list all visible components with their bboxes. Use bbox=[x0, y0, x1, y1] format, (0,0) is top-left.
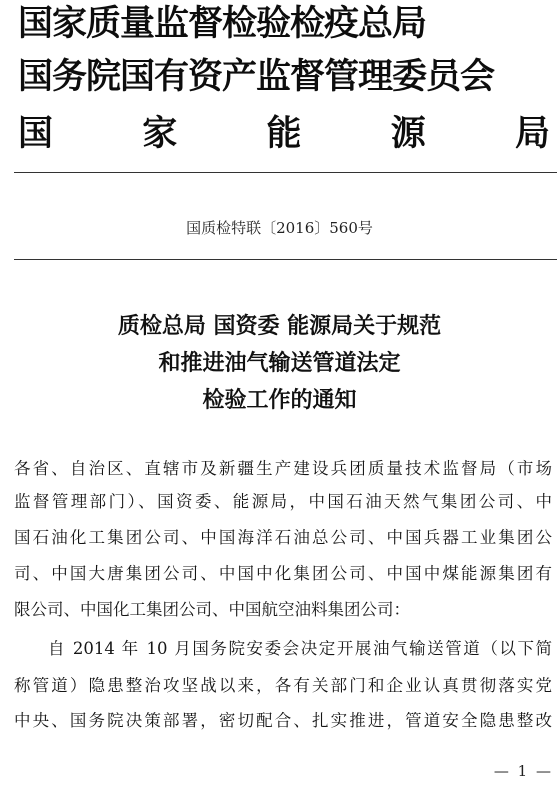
body-paragraph-line: 自 2014 年 10 月国务院安委会决定开展油气输送管道（以下简 bbox=[48, 639, 552, 658]
issuer-char: 国 bbox=[18, 113, 54, 154]
body-paragraph-line: 中央、国务院决策部署，密切配合、扎实推进，管道安全隐患整改 bbox=[14, 711, 552, 730]
header-divider-bottom bbox=[14, 259, 557, 260]
issuer-char: 能 bbox=[266, 113, 302, 154]
addressee-line: 监督管理部门）、国资委、能源局，中国石油天然气集团公司、中 bbox=[14, 492, 552, 511]
notice-title-line: 和推进油气输送管道法定 bbox=[158, 350, 401, 376]
issuer-char: 家 bbox=[142, 113, 178, 154]
addressee-line: 国石油化工集团公司、中国海洋石油总公司、中国兵器工业集团公 bbox=[14, 528, 552, 547]
document-number: 国质检特联〔2016〕560号 bbox=[186, 219, 373, 237]
body-paragraph-line: 称管道）隐患整治攻坚战以来，各有关部门和企业认真贯彻落实党 bbox=[14, 676, 552, 695]
issuer-char: 局 bbox=[514, 113, 550, 154]
issuer-quality-supervision: 国家质量监督检验检疫总局 bbox=[18, 3, 427, 44]
issuer-energy-administration bbox=[18, 112, 550, 156]
issuer-sasac: 国务院国有资产监督管理委员会 bbox=[18, 56, 495, 97]
addressee-line: 限公司、中国化工集团公司、中国航空油料集团公司： bbox=[14, 600, 410, 619]
issuer-char: 源 bbox=[390, 113, 426, 154]
addressee-line: 司、中国大唐集团公司、中国中化集团公司、中国中煤能源集团有 bbox=[14, 564, 552, 583]
notice-title-line: 质检总局 国资委 能源局关于规范 bbox=[117, 313, 442, 339]
page-number: — 1 — bbox=[493, 762, 553, 780]
header-divider-top bbox=[14, 172, 557, 173]
addressee-line: 各省、自治区、直辖市及新疆生产建设兵团质量技术监督局（市场 bbox=[14, 459, 552, 478]
notice-title-line: 检验工作的通知 bbox=[202, 387, 357, 413]
